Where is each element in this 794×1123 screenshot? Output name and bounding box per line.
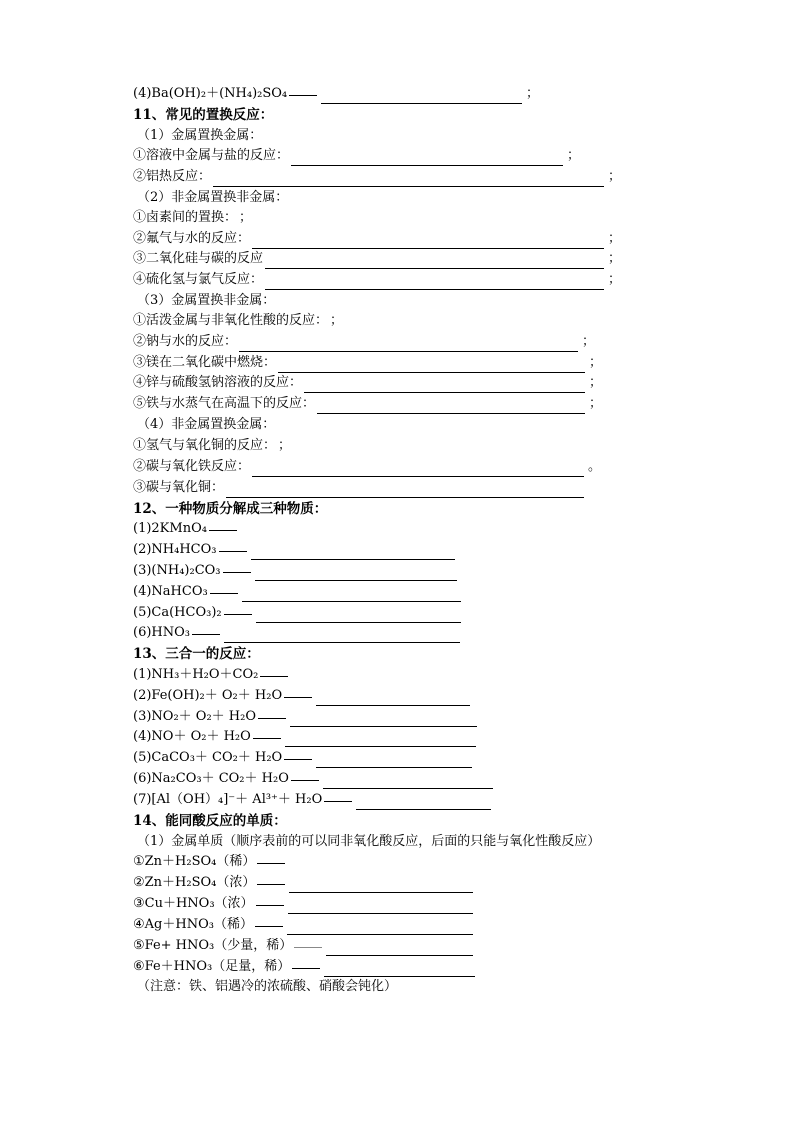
prompt-text: (4)NO＋ O₂＋ H₂O	[133, 729, 251, 744]
subsection-label	[137, 832, 600, 852]
reaction-arrow-dash	[256, 905, 284, 906]
exercise-line	[133, 561, 459, 581]
reaction-arrow-dash	[258, 718, 286, 719]
exercise-line	[133, 769, 495, 789]
prompt-text: （4）非金属置换金属：	[137, 417, 276, 432]
exercise-line	[133, 311, 343, 331]
reaction-arrow-dash	[219, 551, 247, 552]
subsection-label	[137, 977, 397, 997]
exercise-line	[133, 957, 477, 977]
subsection-label	[137, 188, 288, 208]
answer-blank[interactable]	[213, 172, 604, 187]
exercise-line	[133, 707, 479, 727]
answer-blank[interactable]	[356, 795, 491, 810]
prompt-text: ②碳与氧化铁反应：	[133, 459, 251, 474]
answer-blank[interactable]	[324, 962, 475, 977]
exercise-line	[133, 84, 539, 104]
line-end-punctuation: ；	[589, 355, 603, 370]
prompt-text: (1)2KMnO₄	[133, 521, 207, 536]
exercise-line	[133, 353, 602, 373]
prompt-text: ②钠与水的反应：	[133, 334, 238, 349]
prompt-text: (7)[Al（OH）₄]⁻＋ Al³⁺＋ H₂O	[133, 792, 323, 807]
exercise-line	[133, 748, 474, 768]
prompt-text: (4)NaHCO₃	[133, 584, 208, 599]
line-end-punctuation: ；	[589, 375, 603, 390]
exercise-line	[133, 936, 475, 956]
exercise-line	[133, 478, 586, 498]
prompt-text: (5)CaCO₃＋ CO₂＋ H₂O	[133, 750, 283, 765]
exercise-line	[133, 665, 290, 685]
exercise-line	[133, 436, 291, 456]
prompt-text: ①卤素间的置换：	[133, 210, 238, 225]
reaction-arrow-dash	[253, 738, 281, 739]
line-end-punctuation: ；	[608, 272, 622, 287]
prompt-text: （2）非金属置换非金属：	[137, 190, 289, 205]
answer-blank[interactable]	[242, 587, 461, 602]
answer-blank[interactable]	[326, 941, 473, 956]
line-end-punctuation: ；	[526, 86, 540, 101]
prompt-text: (5)Ca(HCO₃)₂	[133, 605, 222, 620]
line-end-punctuation: ；	[608, 169, 622, 184]
prompt-text: (3)(NH₄)₂CO₃	[133, 563, 221, 578]
exercise-line	[133, 457, 601, 477]
answer-blank[interactable]	[255, 566, 457, 581]
exercise-line	[133, 146, 580, 166]
prompt-text: (3)NO₂＋ O₂＋ H₂O	[133, 709, 256, 724]
prompt-text: （1）金属置换金属：	[137, 128, 263, 143]
answer-blank[interactable]	[285, 732, 476, 747]
prompt-text: (1)NH₃＋H₂O＋CO₂	[133, 667, 259, 682]
line-end-punctuation: ；	[239, 210, 253, 225]
prompt-text: ①活泼金属与非氧化性酸的反应：	[133, 313, 329, 328]
exercise-line	[133, 727, 478, 747]
line-end-punctuation: ；	[330, 313, 344, 328]
prompt-text: ③二氧化硅与碳的反应	[133, 251, 264, 266]
subsection-label	[137, 291, 275, 311]
answer-blank[interactable]	[289, 878, 473, 893]
answer-blank[interactable]	[224, 628, 460, 643]
answer-blank[interactable]	[265, 275, 604, 290]
exercise-line	[133, 790, 493, 810]
section-heading	[133, 499, 327, 519]
subsection-label	[137, 126, 262, 146]
line-end-punctuation: ；	[589, 396, 603, 411]
reaction-arrow-dash	[223, 572, 251, 573]
line-end-punctuation: ；	[278, 438, 292, 453]
answer-blank[interactable]	[316, 691, 470, 706]
answer-blank[interactable]	[288, 899, 473, 914]
exercise-line	[133, 270, 621, 290]
exercise-line	[133, 249, 621, 269]
reaction-arrow-dash	[210, 593, 238, 594]
prompt-text: (6)HNO₃	[133, 625, 190, 640]
reaction-arrow-dash	[257, 884, 285, 885]
exercise-line	[133, 519, 239, 539]
heading-text: 12、一种物质分解成三种物质：	[133, 501, 328, 517]
answer-blank[interactable]	[278, 358, 585, 373]
reaction-arrow-dash	[224, 614, 252, 615]
prompt-text: ①溶液中金属与盐的反应：	[133, 148, 290, 163]
reaction-arrow-dash	[257, 863, 285, 864]
answer-blank[interactable]	[304, 378, 585, 393]
line-end-punctuation: ；	[567, 148, 581, 163]
answer-blank[interactable]	[317, 399, 585, 414]
answer-blank[interactable]	[252, 234, 604, 249]
prompt-text: ②Zn＋H₂SO₄（浓）	[133, 875, 256, 890]
answer-blank[interactable]	[291, 151, 563, 166]
answer-blank[interactable]	[287, 920, 473, 935]
exercise-line	[133, 915, 475, 935]
answer-blank[interactable]	[321, 89, 522, 104]
prompt-text: ③碳与氧化铜：	[133, 480, 225, 495]
prompt-text: (2)NH₄HCO₃	[133, 542, 217, 557]
line-end-punctuation: ；	[608, 231, 622, 246]
exercise-line	[133, 373, 602, 393]
answer-blank[interactable]	[239, 337, 578, 352]
exercise-line	[133, 603, 463, 623]
reaction-arrow-dash	[209, 530, 237, 531]
line-end-punctuation: 。	[588, 459, 602, 474]
subsection-label	[137, 415, 275, 435]
heading-text: 14、能同酸反应的单质：	[133, 813, 287, 829]
exercise-line	[133, 167, 621, 187]
line-end-punctuation: ；	[608, 251, 622, 266]
answer-blank[interactable]	[226, 483, 584, 498]
prompt-text: ④硫化氢与氯气反应：	[133, 272, 264, 287]
reaction-arrow-dash	[192, 634, 220, 635]
answer-blank[interactable]	[252, 462, 584, 477]
exercise-line	[133, 208, 252, 228]
prompt-text: （1）金属单质（顺序表前的可以同非氧化酸反应，后面的只能与氧化性酸反应）	[137, 834, 601, 849]
reaction-arrow-dash	[292, 968, 320, 969]
prompt-text: ①氢气与氧化铜的反应：	[133, 438, 277, 453]
reaction-arrow-dash	[255, 926, 283, 927]
answer-blank[interactable]	[265, 254, 604, 269]
prompt-text: （3）金属置换非金属：	[137, 293, 276, 308]
answer-blank[interactable]	[290, 712, 477, 727]
answer-blank[interactable]	[323, 774, 493, 789]
prompt-text: ③Cu＋HNO₃（浓）	[133, 896, 254, 911]
exercise-line	[133, 852, 287, 872]
section-heading	[133, 811, 287, 831]
exercise-line	[133, 894, 475, 914]
prompt-text: ②铝热反应：	[133, 169, 212, 184]
line-end-punctuation: ；	[582, 334, 596, 349]
answer-blank[interactable]	[316, 753, 472, 768]
reaction-arrow-dash	[291, 780, 319, 781]
prompt-text: ④锌与硫酸氢钠溶液的反应：	[133, 375, 303, 390]
answer-blank[interactable]	[251, 545, 456, 560]
prompt-text: (4)Ba(OH)₂＋(NH₄)₂SO₄	[133, 86, 288, 101]
prompt-text: ⑥Fe＋HNO₃（足量，稀）	[133, 959, 291, 974]
prompt-text: ⑤Fe+ HNO₃（少量，稀）	[133, 938, 293, 953]
reaction-arrow-dash	[294, 947, 322, 948]
prompt-text: ②氟气与水的反应：	[133, 231, 251, 246]
exercise-line	[133, 873, 475, 893]
heading-text: 13、三合一的反应：	[133, 646, 260, 662]
exercise-line	[133, 582, 463, 602]
exercise-line	[133, 623, 462, 643]
prompt-text: ①Zn＋H₂SO₄（稀）	[133, 854, 256, 869]
prompt-text: (6)Na₂CO₃＋ CO₂＋ H₂O	[133, 771, 289, 786]
exercise-line	[133, 332, 595, 352]
section-heading	[133, 105, 273, 125]
prompt-text: ③镁在二氧化碳中燃烧：	[133, 355, 277, 370]
exercise-line	[133, 229, 621, 249]
exercise-line	[133, 394, 602, 414]
prompt-text: (2)Fe(OH)₂＋ O₂＋ H₂O	[133, 688, 283, 703]
heading-text: 11、常见的置换反应：	[133, 107, 274, 123]
prompt-text: （注意：铁、铝遇冷的浓硫酸、硝酸会钝化）	[137, 979, 398, 994]
section-heading	[133, 644, 260, 664]
prompt-text: ⑤铁与水蒸气在高温下的反应：	[133, 396, 316, 411]
reaction-arrow-dash	[284, 759, 312, 760]
reaction-arrow-dash	[284, 697, 312, 698]
reaction-arrow-dash	[324, 801, 352, 802]
reaction-arrow-dash	[289, 95, 317, 96]
reaction-arrow-dash	[260, 676, 288, 677]
exercise-line	[133, 540, 457, 560]
prompt-text: ④Ag＋HNO₃（稀）	[133, 917, 253, 932]
exercise-line	[133, 686, 472, 706]
answer-blank[interactable]	[256, 608, 461, 623]
